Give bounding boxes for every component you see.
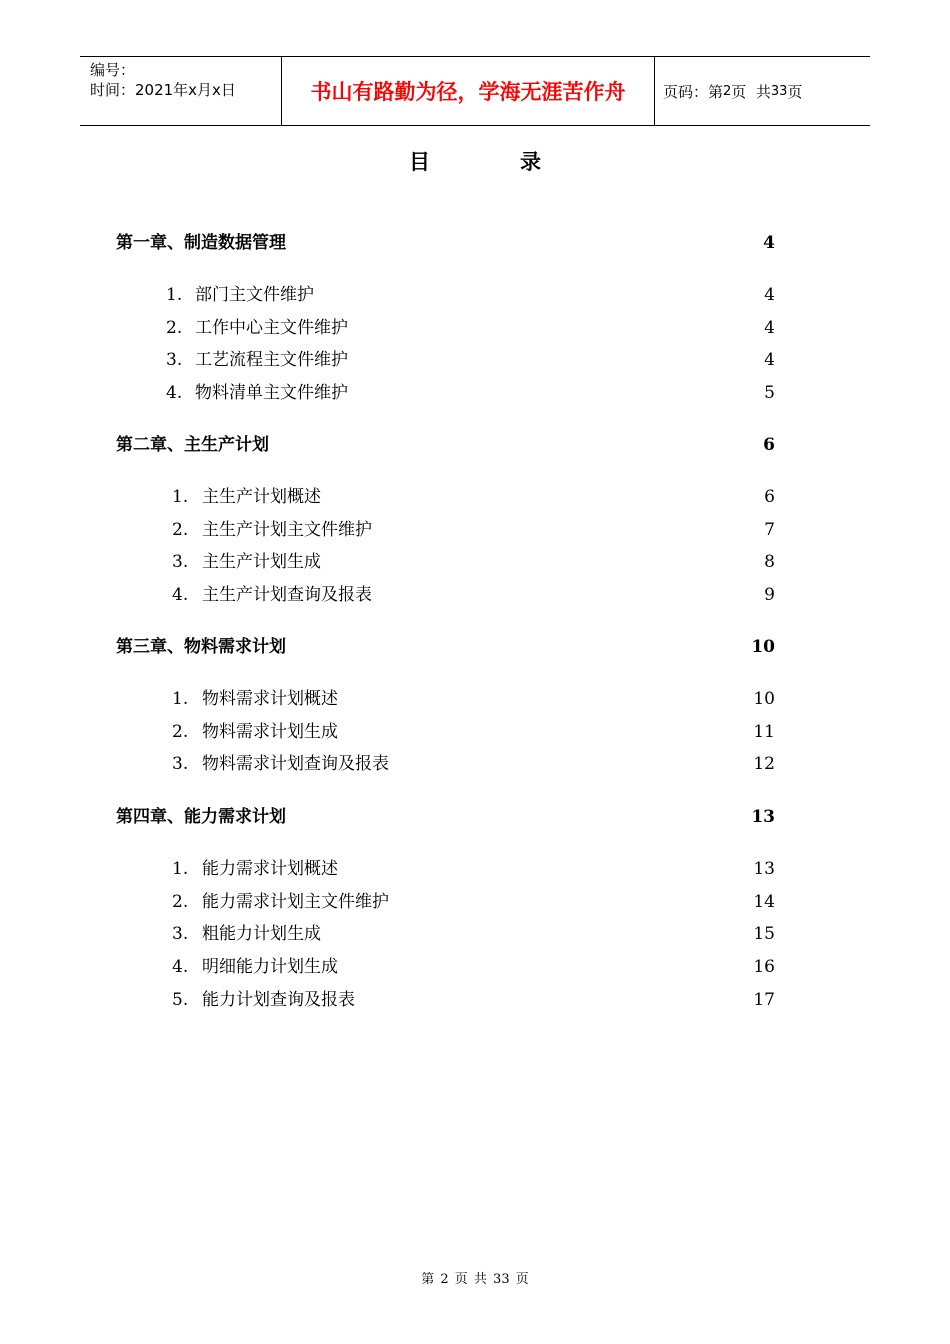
toc-item[interactable] bbox=[0, 347, 950, 373]
toc-item-number: 1. bbox=[166, 285, 183, 305]
toc-item-page: 15 bbox=[753, 924, 775, 945]
toc-item-page: 4 bbox=[764, 350, 775, 371]
toc-item[interactable] bbox=[0, 889, 950, 915]
toc-item-title: 主生产计划概述 bbox=[202, 487, 321, 507]
toc-item[interactable] bbox=[0, 549, 950, 575]
toc-item-page: 12 bbox=[753, 754, 775, 775]
time-label: 时间：2021年x月x日 bbox=[90, 81, 236, 99]
toc-chapter[interactable] bbox=[0, 230, 950, 256]
toc-chapter[interactable] bbox=[0, 432, 950, 458]
toc-item-title: 主生产计划查询及报表 bbox=[202, 585, 372, 606]
toc-item-number: 2. bbox=[172, 721, 189, 742]
toc-item-number: 1. bbox=[172, 487, 189, 507]
toc-item-page: 16 bbox=[753, 957, 775, 978]
header-motto: 书山有路勤为径，学海无涯苦作舟 bbox=[281, 57, 655, 125]
toc-item-page: 14 bbox=[753, 891, 775, 912]
toc-title: 目录 bbox=[409, 149, 631, 174]
toc-item[interactable] bbox=[0, 282, 950, 308]
toc-item-title: 物料需求计划概述 bbox=[202, 689, 338, 709]
toc-item-title: 物料清单主文件维护 bbox=[195, 383, 348, 404]
toc-item[interactable] bbox=[0, 751, 950, 777]
header-page-info bbox=[655, 57, 870, 125]
toc-item-title: 粗能力计划生成 bbox=[202, 924, 321, 945]
toc-item-page: 7 bbox=[764, 519, 775, 540]
toc-item-title: 工艺流程主文件维护 bbox=[195, 350, 348, 371]
page-footer: 第 2 页 共 33 页 bbox=[421, 1272, 529, 1287]
toc-item-title: 明细能力计划生成 bbox=[202, 957, 338, 978]
page-header bbox=[80, 56, 870, 126]
toc-item[interactable] bbox=[0, 954, 950, 980]
toc-item[interactable] bbox=[0, 484, 950, 510]
toc-item-number: 3. bbox=[172, 754, 189, 775]
toc-chapter[interactable] bbox=[0, 804, 950, 830]
toc-chapter-page: 6 bbox=[763, 435, 775, 455]
toc-item-number: 4. bbox=[172, 585, 189, 606]
toc-chapter-page: 10 bbox=[751, 637, 775, 657]
toc-item[interactable] bbox=[0, 582, 950, 608]
toc-item-title: 工作中心主文件维护 bbox=[195, 317, 348, 338]
toc-item-number: 4. bbox=[166, 383, 183, 404]
toc-item-title: 能力需求计划概述 bbox=[202, 859, 338, 879]
toc-item-number: 2. bbox=[166, 317, 183, 338]
toc-item-number: 4. bbox=[172, 957, 189, 978]
toc-item-number: 3. bbox=[172, 924, 189, 945]
toc-item-page: 11 bbox=[753, 721, 775, 742]
header-meta bbox=[80, 57, 281, 125]
toc-chapter-page: 4 bbox=[763, 233, 775, 253]
toc-item[interactable] bbox=[0, 380, 950, 406]
toc-item-number: 5. bbox=[172, 989, 189, 1010]
toc-item-page: 4 bbox=[764, 317, 775, 338]
toc-chapter[interactable] bbox=[0, 634, 950, 660]
toc-item-title: 能力需求计划主文件维护 bbox=[202, 891, 389, 912]
toc-item-title: 主生产计划主文件维护 bbox=[202, 519, 372, 540]
toc-item[interactable] bbox=[0, 921, 950, 947]
page-prefix: 页码：第 bbox=[663, 82, 724, 101]
toc-item[interactable] bbox=[0, 719, 950, 745]
toc-item-title: 物料需求计划生成 bbox=[202, 721, 338, 742]
toc-item-number: 3. bbox=[172, 552, 189, 573]
toc-item-title: 主生产计划生成 bbox=[202, 552, 321, 573]
toc-chapter-title: 第一章、制造数据管理 bbox=[116, 233, 286, 253]
toc-item-number: 1. bbox=[172, 689, 189, 709]
toc-item-page: 10 bbox=[753, 689, 775, 709]
page-number: 2 bbox=[723, 83, 732, 99]
toc-item-number: 2. bbox=[172, 519, 189, 540]
toc-item-number: 3. bbox=[166, 350, 183, 371]
toc-item[interactable] bbox=[0, 686, 950, 712]
toc-item[interactable] bbox=[0, 315, 950, 341]
toc-item-page: 9 bbox=[764, 585, 775, 606]
page-suffix: 页 bbox=[787, 82, 803, 101]
page-mid: 页 共 bbox=[731, 82, 771, 101]
number-label: 编号： bbox=[90, 61, 136, 79]
toc-item-page: 6 bbox=[764, 487, 775, 507]
toc-chapter-title: 第三章、物料需求计划 bbox=[116, 637, 286, 657]
toc-item[interactable] bbox=[0, 856, 950, 882]
page-total: 33 bbox=[770, 83, 788, 99]
toc-chapter-title: 第二章、主生产计划 bbox=[116, 435, 269, 455]
toc-item-number: 2. bbox=[172, 891, 189, 912]
toc-item-page: 8 bbox=[764, 552, 775, 573]
toc-item[interactable] bbox=[0, 987, 950, 1013]
toc-item-page: 13 bbox=[753, 859, 775, 879]
toc-item-number: 1. bbox=[172, 859, 189, 879]
toc-item-page: 17 bbox=[753, 989, 775, 1010]
toc-item-title: 物料需求计划查询及报表 bbox=[202, 754, 389, 775]
toc-chapter-title: 第四章、能力需求计划 bbox=[116, 807, 286, 827]
toc-item[interactable] bbox=[0, 517, 950, 543]
toc-item-page: 4 bbox=[764, 285, 775, 305]
toc-item-page: 5 bbox=[764, 383, 775, 404]
toc-item-title: 能力计划查询及报表 bbox=[202, 989, 355, 1010]
toc-chapter-page: 13 bbox=[751, 807, 775, 827]
toc-item-title: 部门主文件维护 bbox=[195, 285, 314, 305]
